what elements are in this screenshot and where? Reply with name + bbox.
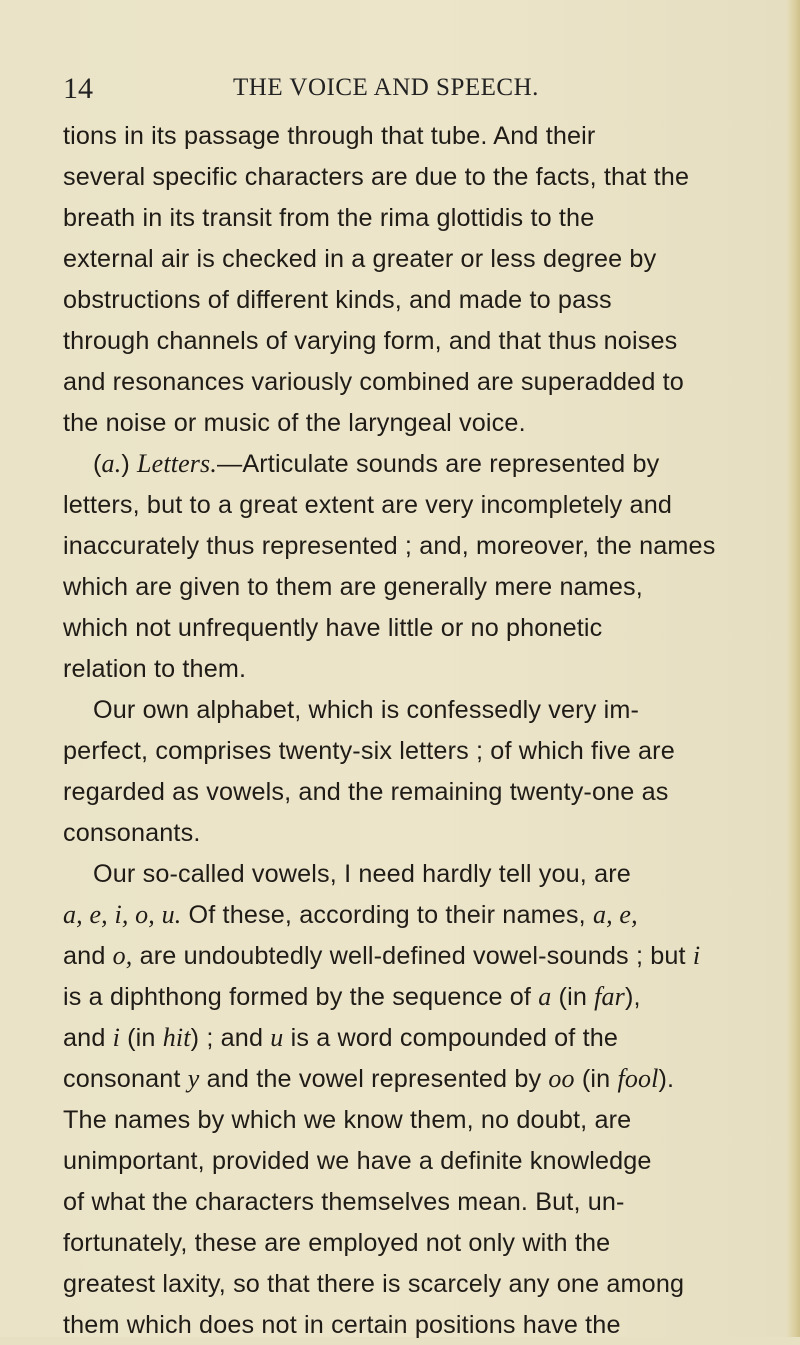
text-line <box>63 1018 713 1058</box>
text-line: fortunately, these are employed not only with the <box>63 1229 611 1257</box>
text-line: greatest laxity, so that there is scarcely any one among <box>63 1270 685 1298</box>
text-fragment: is a diphthong formed by the sequence of <box>63 983 539 1011</box>
text-fragment: (in <box>120 1024 163 1052</box>
italic-fragment: i <box>112 1023 120 1052</box>
text-line: which are given to them are generally mere names, <box>63 573 643 601</box>
page-number: 14 <box>63 72 93 105</box>
text-line <box>63 895 713 935</box>
italic-fragment: a, e, <box>592 900 638 929</box>
page-edge-shadow <box>786 0 800 1337</box>
text-line <box>63 444 713 484</box>
italic-fragment: u <box>270 1023 284 1052</box>
text-line: obstructions of different kinds, and made to pass <box>63 286 612 314</box>
text-line: which not unfrequently have little or no phonetic <box>63 614 603 642</box>
italic-fragment: oo <box>548 1064 575 1093</box>
text-line: Our so-called vowels, I need hardly tell you, are <box>93 860 631 888</box>
text-fragment: ) ; and <box>190 1024 271 1052</box>
italic-fragment: o, <box>112 941 133 970</box>
text-fragment: ), <box>624 983 641 1011</box>
text-line: inaccurately thus represented ; and, moreover, the names <box>63 532 716 560</box>
text-fragment: ) <box>121 450 138 478</box>
text-line <box>63 977 713 1017</box>
text-fragment: is a word compounded of the <box>283 1024 619 1052</box>
text-line: several specific characters are due to the facts, that the <box>63 163 690 191</box>
text-fragment: ). <box>658 1065 675 1093</box>
text-fragment: —Articulate sounds are represented by <box>216 450 660 478</box>
italic-fragment: Letters. <box>137 449 217 478</box>
text-line: regarded as vowels, and the remaining twenty-one as <box>63 778 669 806</box>
text-line: Our own alphabet, which is confessedly very im- <box>93 696 640 724</box>
text-fragment: (in <box>574 1065 618 1093</box>
italic-fragment: y <box>187 1064 200 1093</box>
italic-fragment: a. <box>101 449 122 478</box>
text-line: tions in its passage through that tube. And their <box>63 122 596 150</box>
text-line: and resonances variously combined are superadded to <box>63 368 684 396</box>
text-line: of what the characters themselves mean. But, un- <box>63 1188 625 1216</box>
text-line: consonants. <box>63 819 201 847</box>
text-line <box>63 936 713 976</box>
text-line: through channels of varying form, and that thus noises <box>63 327 678 355</box>
text-fragment: and <box>63 1024 113 1052</box>
text-line: letters, but to a great extent are very incompletely and <box>63 491 673 519</box>
italic-fragment: a, e, i, o, u. <box>63 900 182 929</box>
text-line: them which does not in certain positions have the <box>63 1311 621 1339</box>
running-head: THE VOICE AND SPEECH. <box>233 74 539 101</box>
text-fragment: Of these, according to their names, <box>181 901 593 929</box>
text-fragment: ( <box>93 450 102 478</box>
italic-fragment: far <box>594 982 625 1011</box>
text-line: the noise or music of the laryngeal voice. <box>63 409 526 437</box>
text-fragment: and the vowel represented by <box>199 1065 549 1093</box>
text-line: The names by which we know them, no doubt, are <box>63 1106 632 1134</box>
text-line: external air is checked in a greater or less degree by <box>63 245 657 273</box>
text-line: perfect, comprises twenty-six letters ; of which five are <box>63 737 675 765</box>
text-line <box>63 1059 713 1099</box>
text-line: unimportant, provided we have a definite knowledge <box>63 1147 652 1175</box>
text-fragment: (in <box>551 983 595 1011</box>
text-fragment: are undoubtedly well-defined vowel-sounds ; but <box>132 942 693 970</box>
text-line: breath in its transit from the rima glottidis to the <box>63 204 595 232</box>
text-fragment: and <box>63 942 113 970</box>
italic-fragment: hit <box>162 1023 191 1052</box>
italic-fragment: fool <box>617 1064 659 1093</box>
italic-fragment: a <box>538 982 552 1011</box>
text-line: relation to them. <box>63 655 247 683</box>
page-header <box>0 72 800 112</box>
italic-fragment: i <box>692 941 701 970</box>
text-fragment: consonant <box>63 1065 188 1093</box>
